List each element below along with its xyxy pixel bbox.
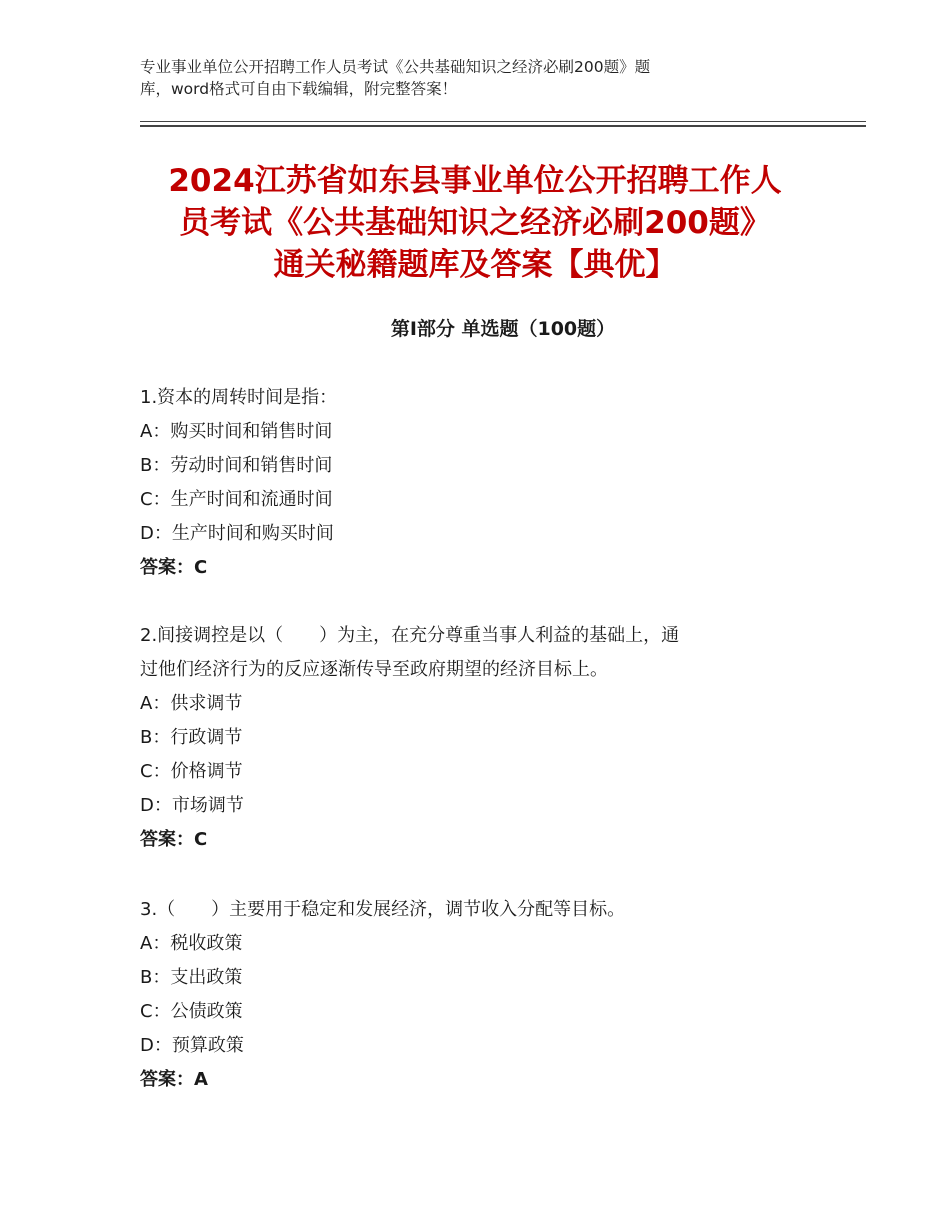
answer: 答案：A	[140, 1069, 208, 1090]
document-title	[110, 160, 840, 286]
option-c: C：价格调节	[140, 761, 243, 782]
question-1	[140, 381, 800, 585]
header-divider-thin	[140, 121, 866, 122]
header-note	[140, 56, 830, 100]
option-b: B：行政调节	[140, 727, 243, 748]
question-3	[140, 893, 800, 1097]
option-a: A：购买时间和销售时间	[140, 421, 333, 442]
option-b: B：支出政策	[140, 967, 243, 988]
question-stem: 2.间接调控是以（ ）为主，在充分尊重当事人利益的基础上，通	[140, 625, 680, 646]
document-title-line-2: 员考试《公共基础知识之经济必刷200题》	[179, 205, 771, 241]
option-b: B：劳动时间和销售时间	[140, 455, 333, 476]
option-d: D：预算政策	[140, 1035, 244, 1056]
option-d: D：生产时间和购买时间	[140, 523, 334, 544]
question-2	[140, 619, 800, 857]
answer: 答案：C	[140, 557, 208, 578]
question-stem-continued: 过他们经济行为的反应逐渐传导至政府期望的经济目标上。	[140, 659, 608, 680]
document-title-line-3: 通关秘籍题库及答案【典优】	[273, 247, 677, 283]
answer: 答案：C	[140, 829, 208, 850]
option-c: C：生产时间和流通时间	[140, 489, 333, 510]
option-a: A：供求调节	[140, 693, 243, 714]
header-divider-thick	[140, 125, 866, 127]
section-title: 第Ⅰ部分 单选题（100题）	[390, 318, 616, 340]
question-stem: 3.（ ）主要用于稳定和发展经济，调节收入分配等目标。	[140, 899, 626, 920]
header-note-line-2: 库，word格式可自由下载编辑，附完整答案！	[140, 80, 458, 98]
option-a: A：税收政策	[140, 933, 243, 954]
option-d: D：市场调节	[140, 795, 244, 816]
header-note-line-1: 专业事业单位公开招聘工作人员考试《公共基础知识之经济必刷200题》题	[140, 58, 651, 76]
question-stem: 1.资本的周转时间是指：	[140, 387, 338, 408]
option-c: C：公债政策	[140, 1001, 243, 1022]
document-title-line-1: 2024江苏省如东县事业单位公开招聘工作人	[168, 163, 782, 199]
